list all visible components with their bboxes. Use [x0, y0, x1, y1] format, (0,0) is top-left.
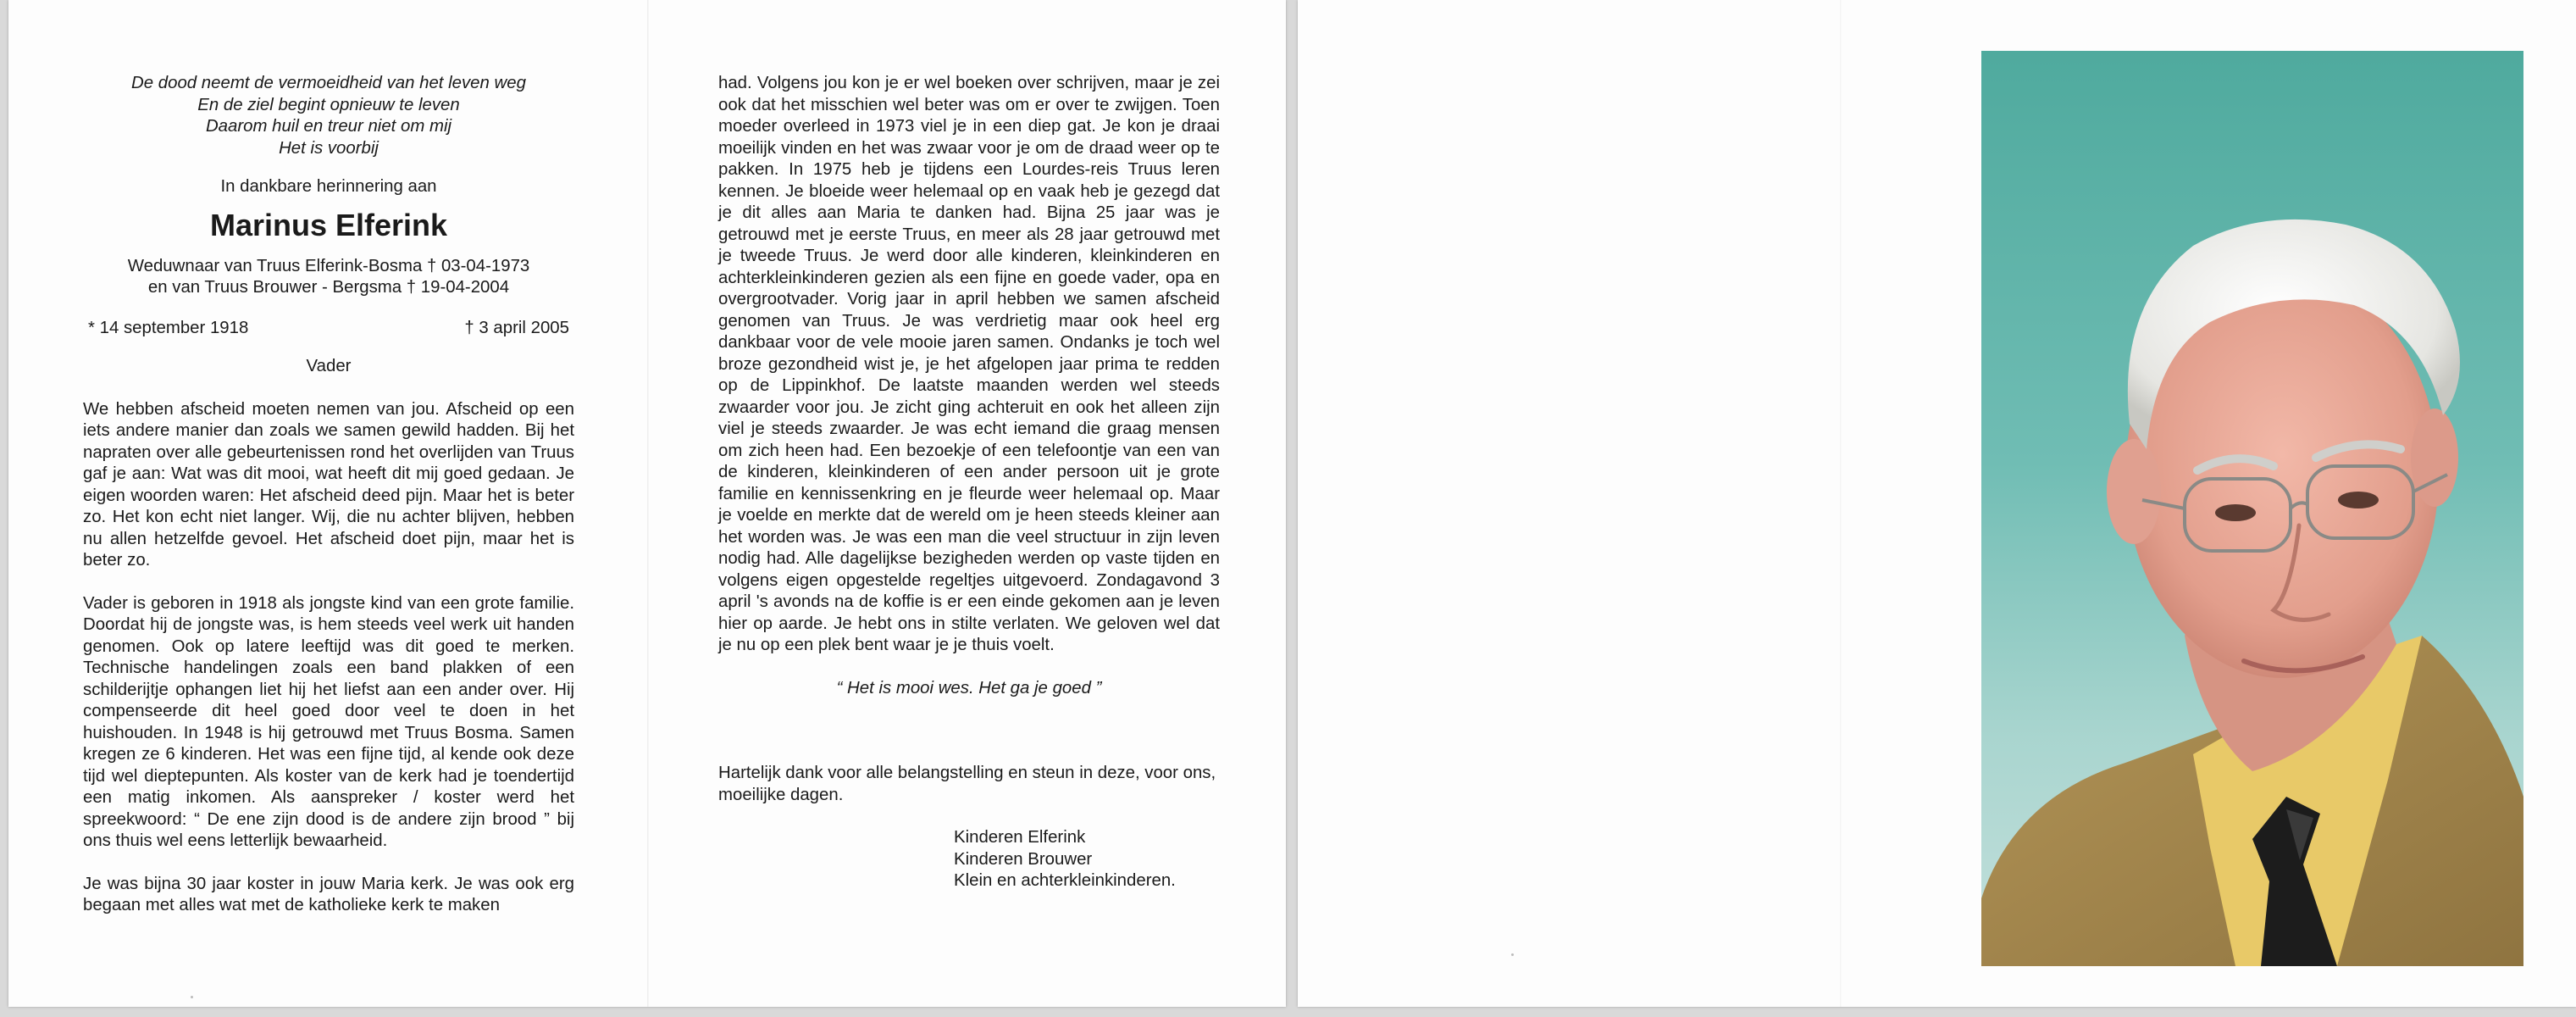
paragraph: We hebben afscheid moeten nemen van jou. Afscheid op een iets andere manier dan zoals we samen gewild hadden. Bij het napraten over alle gebeurtenissen rond het overlijden van Truus gaf je aan: Wat was dit mooi, wat heeft dit mij goed gedaan. Je eigen woorden waren: Het afscheid deed pijn. Maar het is beter zo. Het kon echt niet langer. Wij, die nu achter blijven, hebben nu allen hetzelfde gevoel. Het afscheid doet pijn, maar het is beter zo.	[83, 399, 574, 570]
poem-line: De dood neemt de vermoeidheid van het leven weg	[131, 74, 526, 92]
relation-label: Vader	[306, 357, 352, 375]
right-eye	[2338, 492, 2379, 508]
deceased-name: Marinus Elferink	[209, 207, 448, 242]
spouse-line: en van Truus Brouwer - Bergsma † 19-04-2004	[147, 278, 510, 297]
poem	[83, 73, 574, 159]
spouse-line: Weduwnaar van Truus Elferink-Bosma † 03-04-1973	[127, 256, 530, 275]
paragraph: Vader is geboren in 1918 als jongste kind van een grote familie. Doordat hij de jongste was, is hem steeds veel werk uit handen genomen. Ook op latere leeftijd was dit goed te merken. Technische handelingen zoals een band plakken of een schilderijtje ophangen liet hij het liefst aan een ander over. Hij compenseerde dit heel goed door veel te doen in het huishouden. In 1948 is hij getrouwd met Truus Bosma. Samen kregen ze 6 kinderen. Het was een fijne tijd, al kende ook deze tijd wel dieptepunten. Als koster van de kerk had je toendertijd een matig inkomen. Als aanspreker / koster werd het spreekwoord: “ De ene zijn dood is de andere zijn brood ” bij ons thuis wel eens letterlijk bewaarheid.	[83, 593, 574, 850]
spouse-lines	[83, 256, 574, 299]
poem-line: En de ziel begint opnieuw te leven	[197, 95, 460, 114]
signoff-line: Klein en achterkleinkinderen.	[954, 871, 1176, 890]
signoff	[718, 827, 1220, 892]
intro-text: In dankbare herinnering aan	[220, 177, 437, 196]
card-fold	[1840, 0, 1842, 1007]
death-date: † 3 april 2005	[464, 318, 569, 337]
portrait-illustration	[1981, 51, 2523, 966]
thanks-text: Hartelijk dank voor alle belangstelling en steun in deze, voor ons, moeilijke dagen.	[718, 764, 1216, 804]
closing-quote: “ Het is mooi wes. Het ga je goed ”	[836, 678, 1102, 697]
poem-line: Daarom huil en treur niet om mij	[205, 117, 452, 136]
poem-line: Het is voorbij	[279, 138, 379, 158]
life-dates	[83, 318, 574, 340]
portrait-photo	[1981, 51, 2523, 966]
left-ear	[2107, 439, 2161, 544]
left-column	[83, 73, 574, 917]
middle-column	[718, 73, 1220, 892]
right-ear	[2411, 408, 2458, 507]
paper-speck	[1511, 953, 1514, 956]
signoff-line: Kinderen Brouwer	[954, 849, 1093, 869]
birth-date: * 14 september 1918	[88, 318, 249, 337]
card-fold	[647, 0, 649, 1007]
paper-speck	[191, 996, 193, 998]
signoff-line: Kinderen Elferink	[954, 828, 1086, 847]
card-photo-page	[1298, 0, 2576, 1007]
card-inner-spread	[8, 0, 1286, 1007]
paragraph: had. Volgens jou kon je er wel boeken over schrijven, maar je zei ook dat het misschien wel beter was om er over te zwijgen. Toen moeder overleed in 1973 viel je in een diep gat. Je kon je draai moeilijk vinden en het was zwaar voor je om de draad weer op te pakken. In 1975 heb je tijdens een Lourdes-reis Truus leren kennen. Je bloeide weer helemaal op en vaak heb je gezegd dat je dit alles aan Maria te danken had. Bijna 25 jaar was je getrouwd met je eerste Truus, en meer als 28 jaar getrouwd met je tweede Truus. Je werd door alle kinderen, kleinkinderen en achterkleinkinderen gezien als een fijne en goede vader, opa en overgrootvader. Vorig jaar in april hebben we samen afscheid genomen van Truus. Je was verdrietig maar ook heel erg dankbaar voor de vele mooie jaren samen. Ondanks je toch wel broze gezondheid wist je, je het afgelopen jaar prima te redden op de Lippinkhof. De laatste maanden werden wel steeds zwaarder voor jou. Je zicht ging achteruit en ook het alleen zijn viel je steeds zwaarder. Je was echt iemand die graag mensen om zich heen had. Een bezoekje of een telefoontje van een van de kinderen, kleinkinderen of een ander persoon uit je grote familie en kennissenkring en je fleurde weer helemaal op. Maar je voelde en merkte dat de wereld om je heen steeds kleiner aan het worden was. Je was een man die veel structuur in zijn leven nodig had. Alle dagelijkse bezigheden werden op vaste tijden en volgens eigen opgestelde regeltjes uitgevoerd. Zondagavond 3 april 's avonds na de koffie is er een einde gekomen aan je leven hier op aarde. Je hebt ons in stilte verlaten. We geloven wel dat je nu op een plek bent waar je je thuis voelt.	[718, 74, 1220, 654]
left-eye	[2215, 504, 2256, 521]
paragraph: Je was bijna 30 jaar koster in jouw Maria kerk. Je was ook erg begaan met alles wat met de katholieke kerk te maken	[83, 874, 574, 914]
